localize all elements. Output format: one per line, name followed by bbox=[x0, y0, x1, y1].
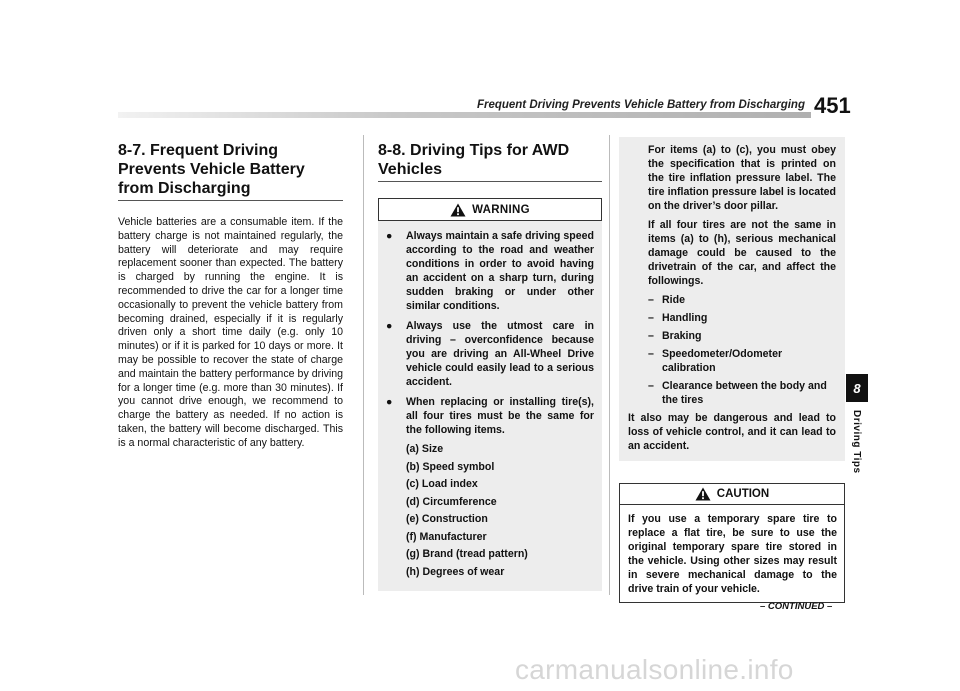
column-divider-2 bbox=[609, 135, 610, 595]
warning-label: WARNING bbox=[472, 203, 530, 216]
header-rule bbox=[118, 112, 811, 118]
warning-bullet bbox=[386, 319, 594, 389]
watermark: carmanualsonline.info bbox=[515, 654, 794, 685]
column-middle bbox=[378, 141, 602, 591]
list-item: – Clearance between the body and the tires bbox=[648, 380, 827, 406]
list-item: (b) Speed symbol bbox=[406, 460, 495, 473]
dash-icon: – bbox=[648, 348, 654, 360]
warning-box bbox=[378, 198, 602, 591]
warning-bullet-text: Always maintain a safe driving speed according to the road and weather conditions in order to avoid having an accident on a sharp turn, during sudden braking or under other similar conditions. bbox=[406, 230, 594, 312]
list-item: – Speedometer/Odometer calibration bbox=[648, 348, 783, 374]
bullet-icon: ● bbox=[386, 320, 393, 332]
section-heading-8-8: 8-8. Driving Tips for AWD Vehicles bbox=[378, 141, 602, 182]
warning-bullet bbox=[386, 395, 594, 579]
section-body-8-7: Vehicle batteries are a consumable item. If the battery charge is not maintained regularly, the battery will deteriorate and may require replacement sooner than expected. The battery is charged by running the engine. It is recommended to drive the car for a longer time occasionally to prevent the vehicle battery from becoming drained, especially if it is regularly driven only a short time daily (e.g. only 10 minutes) or if it is parked for 10 days or more. It may be possible to recover the state of charge and maintain the battery performance by driving for a longer time (e.g. more than 30 minutes). If you cannot drive enough, we recommend to charge the battery as needed. If no action is taken, the battery will become discharged. This is a normal characteristic of any battery. bbox=[118, 216, 343, 449]
list-item: (h) Degrees of wear bbox=[406, 565, 505, 578]
caution-triangle-icon bbox=[695, 487, 711, 501]
list-item: (d) Circumference bbox=[406, 495, 497, 508]
section-heading-8-7: 8-7. Frequent Driving Prevents Vehicle Battery from Discharging bbox=[118, 141, 343, 201]
dash-icon: – bbox=[648, 380, 654, 392]
continued-marker: – CONTINUED – bbox=[760, 601, 833, 612]
warning-bullet-text: When replacing or installing tire(s), all four tires must be the same for the following items. bbox=[406, 396, 594, 436]
list-item: – Handling bbox=[648, 312, 708, 324]
warning-header bbox=[378, 198, 602, 221]
list-item: – Braking bbox=[648, 330, 702, 342]
column-right bbox=[619, 137, 845, 603]
list-item: – Ride bbox=[648, 294, 685, 306]
bullet-icon: ● bbox=[386, 396, 393, 408]
dash-icon: – bbox=[648, 312, 654, 324]
page-number: 451 bbox=[814, 93, 851, 118]
list-item: (a) Size bbox=[406, 443, 444, 455]
caution-body: If you use a temporary spare tire to replace a flat tire, be sure to use the original temporary spare tire stored in the vehicle. Using other sizes may result in severe mechanical damage to the drive train of your vehicle. bbox=[628, 513, 837, 595]
chapter-label: Driving Tips bbox=[851, 410, 862, 474]
warning-triangle-icon bbox=[450, 203, 466, 217]
column-divider-1 bbox=[363, 135, 364, 595]
tire-item-list bbox=[406, 442, 594, 579]
list-item: (e) Construction bbox=[406, 513, 488, 525]
warning-bullet-text: Always use the utmost care in driving – overconfidence because you are driving an All-Wheel Drive vehicle could easily lead to a serious accident. bbox=[406, 320, 594, 388]
dash-icon: – bbox=[648, 294, 654, 306]
list-item: (f) Manufacturer bbox=[406, 530, 487, 543]
warning-body bbox=[378, 221, 602, 579]
warning-continued-final: It also may be dangerous and lead to loss of vehicle control, and it can lead to an accident. bbox=[628, 412, 836, 452]
chapter-tab: 8 bbox=[846, 374, 868, 402]
warning-continued-para: For items (a) to (c), you must obey the specification that is printed on the tire inflation pressure label. The tire inflation pressure label is located on the driver’s door pillar. bbox=[648, 144, 836, 212]
caution-header bbox=[620, 484, 844, 505]
list-item: (c) Load index bbox=[406, 478, 478, 490]
caution-box bbox=[619, 483, 845, 603]
caution-label: CAUTION bbox=[716, 488, 770, 500]
list-item: (g) Brand (tread pattern) bbox=[406, 548, 528, 560]
dash-icon: – bbox=[648, 330, 654, 342]
bullet-icon: ● bbox=[386, 230, 393, 242]
warning-bullet bbox=[386, 229, 594, 313]
warning-continued-box bbox=[619, 137, 845, 461]
warning-continued-para: If all four tires are not the same in items (a) to (h), serious mechanical damage could be caused to the drivetrain of the car, and affect the followings. bbox=[648, 219, 836, 287]
column-left bbox=[118, 141, 343, 451]
running-header-title: Frequent Driving Prevents Vehicle Battery from Discharging bbox=[476, 99, 805, 111]
